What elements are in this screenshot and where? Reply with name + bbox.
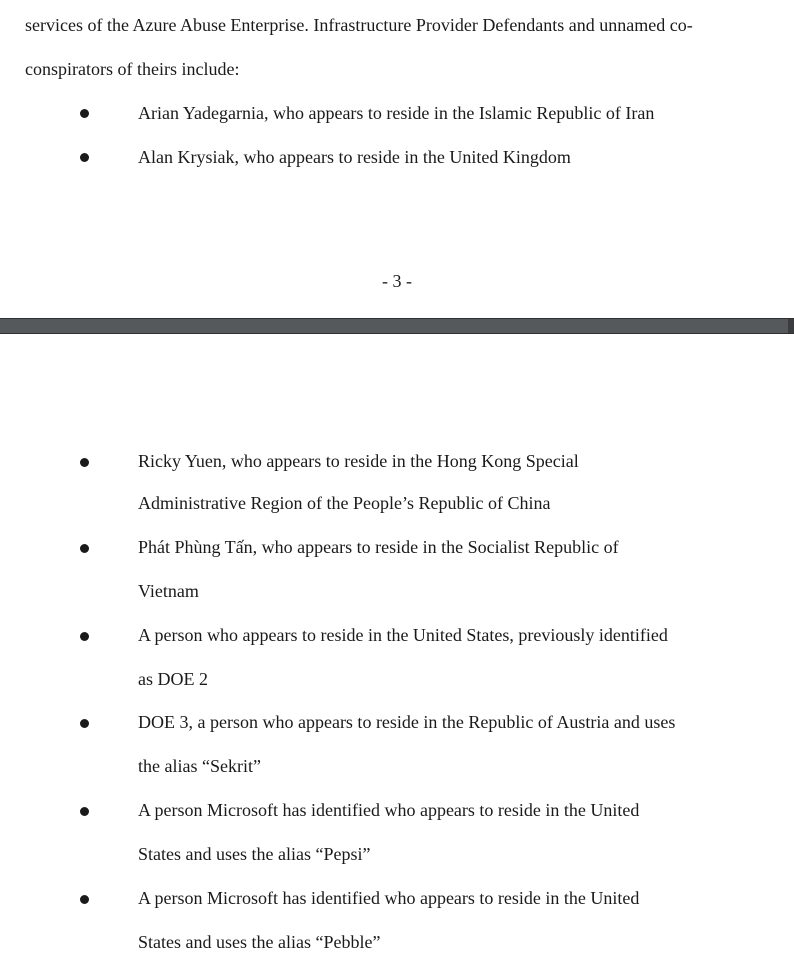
bullet-icon [80, 719, 89, 728]
list-item-text: States and uses the alias “Pepsi” [138, 844, 371, 864]
bullet-icon [80, 458, 89, 467]
list-item-text: A person Microsoft has identified who appears to reside in the United [138, 800, 640, 820]
bullet-icon [80, 109, 89, 118]
list-item-text: Alan Krysiak, who appears to reside in the United Kingdom [138, 147, 571, 167]
paragraph-line: conspirators of theirs include: [25, 59, 240, 79]
list-item-text: A person Microsoft has identified who appears to reside in the United [138, 888, 640, 908]
list-item-text: Administrative Region of the People’s Republic of China [138, 493, 551, 513]
list-item-text: Ricky Yuen, who appears to reside in the Hong Kong Special [138, 451, 579, 471]
list-item-text: States and uses the alias “Pebble” [138, 932, 381, 952]
bullet-icon [80, 632, 89, 641]
list-item-text: Arian Yadegarnia, who appears to reside in the Islamic Republic of Iran [138, 103, 655, 123]
page-separator [0, 318, 794, 334]
list-item-text: A person who appears to reside in the United States, previously identified [138, 625, 668, 645]
bullet-icon [80, 153, 89, 162]
list-item-text: the alias “Sekrit” [138, 756, 261, 776]
bullet-icon [80, 895, 89, 904]
list-item-text: as DOE 2 [138, 669, 208, 689]
paragraph-line: services of the Azure Abuse Enterprise. Infrastructure Provider Defendants and unnamed co- [25, 15, 693, 35]
list-item-text: DOE 3, a person who appears to reside in the Republic of Austria and uses [138, 712, 676, 732]
document-page-bottom [0, 334, 794, 968]
page-number: - 3 - [382, 271, 412, 291]
list-item-text: Phát Phùng Tấn, who appears to reside in the Socialist Republic of [138, 537, 619, 557]
list-item-text: Vietnam [138, 581, 199, 601]
bullet-icon [80, 544, 89, 553]
bullet-icon [80, 807, 89, 816]
document-page-top [0, 0, 794, 318]
